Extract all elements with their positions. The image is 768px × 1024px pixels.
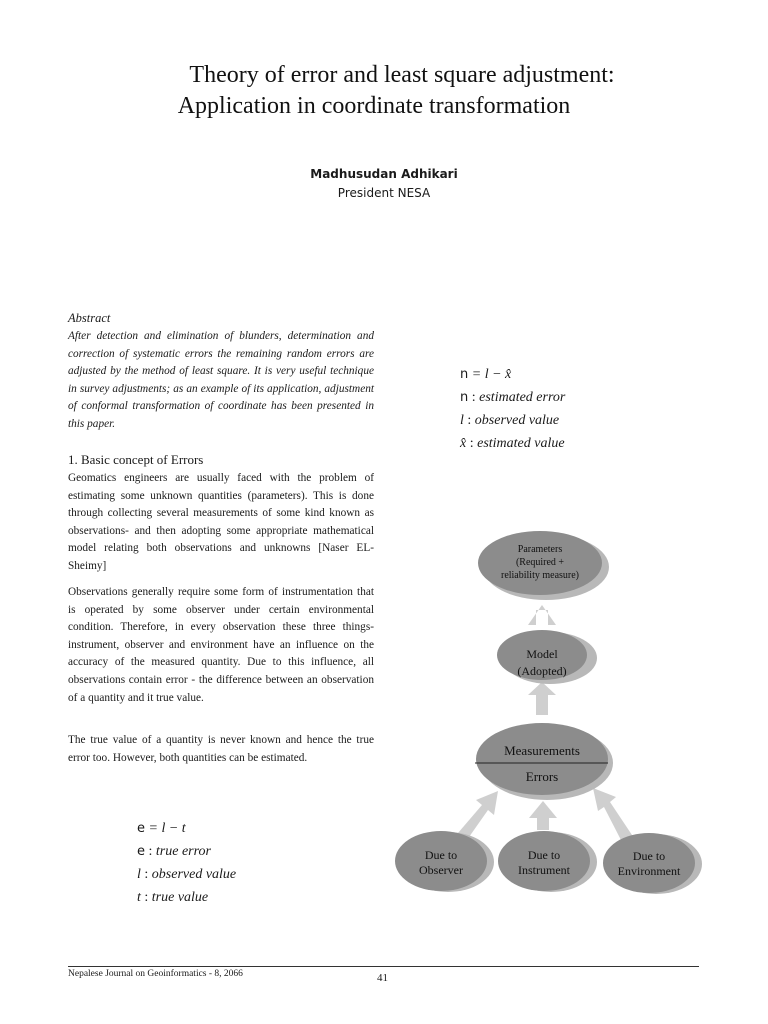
- arrow-measurements-to-model: [528, 682, 556, 715]
- author-affiliation: President NESA: [337, 186, 431, 200]
- errors-label: Errors: [525, 769, 559, 784]
- equation-definition: l : observed value: [137, 867, 237, 882]
- footer-rule: [68, 966, 699, 967]
- parameters-label: Parameters (Required + reliability measure): [500, 544, 580, 581]
- page-number: 41: [377, 972, 388, 984]
- arrow-model-to-parameters: [528, 605, 556, 625]
- true-error-equation: [137, 817, 236, 909]
- model-label: Model (Adopted): [517, 647, 567, 678]
- abstract-heading: Abstract: [68, 311, 111, 325]
- equation-definition: x̂ : estimated value: [460, 436, 565, 451]
- error-sources-diagram: [385, 525, 715, 900]
- author-name: Madhusudan Adhikari: [310, 167, 458, 181]
- abstract-text: After detection and elimination of blunders, determination and correction of systematic errors the remaining random errors are adjusted by the method of least square. It is very useful technique in survey adjustments; as an example of its application, adjustment of conformal transformation of coordinate has been presented in this paper.: [68, 330, 374, 430]
- environment-ellipse: [603, 833, 695, 893]
- paragraph-2: Observations generally require some form of instrumentation that is operated by some observer under certain environmental condition. Therefore, in every observation these three things- instrument, observer and environment have an influence on the accuracy of the measured quantity. Due to this influence, all observations contain error - the difference between an observation of a quantity and it true value.: [68, 586, 374, 704]
- estimated-error-equation: [460, 363, 565, 455]
- equation-definition: t : true value: [137, 890, 209, 905]
- paragraph-1: Geomatics engineers are usually faced with the problem of estimating some unknown quantities (parameters). This is done through collecting several measurements of some kind known as observations- and then adopting some appropriate mathematical model relating both observations and unknowns [Naser EL-Sheimy]: [68, 472, 374, 572]
- equation-formula: n = l − x̂: [460, 367, 512, 382]
- equation-definition: e : true error: [137, 844, 211, 859]
- title-line-1: Theory of error and least square adjustment:: [189, 62, 615, 88]
- measurements-ellipse: [476, 723, 608, 795]
- paragraph-3: The true value of a quantity is never known and hence the true error too. However, both quantities can be estimated.: [68, 734, 374, 764]
- equation-formula: e = l − t: [137, 821, 186, 836]
- equation-definition: n : estimated error: [460, 390, 566, 405]
- measurements-label: Measurements: [504, 743, 580, 758]
- arrow-instrument-to-measurements: [529, 801, 557, 830]
- arrow-environment-to-measurements: [593, 788, 632, 842]
- observer-label: Due to Observer: [419, 848, 463, 877]
- instrument-label: Due to Instrument: [518, 848, 570, 877]
- paper-title: [0, 60, 768, 122]
- footer-journal: Nepalese Journal on Geoinformatics - 8, 2066: [68, 969, 243, 979]
- title-line-2: Application in coordinate transformation: [177, 93, 571, 119]
- section-heading: 1. Basic concept of Errors: [68, 452, 204, 467]
- environment-label: Due to Environment: [617, 849, 681, 878]
- equation-definition: l : observed value: [460, 413, 560, 428]
